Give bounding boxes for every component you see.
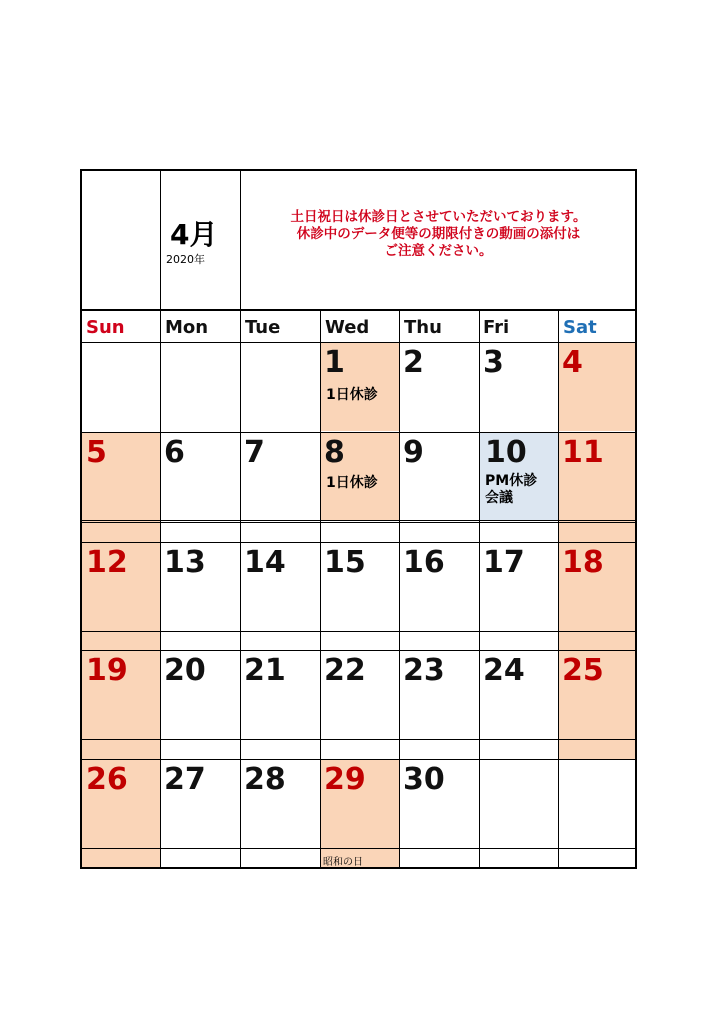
day-cell[interactable] [240,433,320,521]
day-cell[interactable] [399,543,478,631]
weekday-sat: Sat [559,311,635,343]
year-label: 2020年 [166,253,205,266]
grid-line [82,739,635,740]
day-cell[interactable] [558,543,635,631]
day-number: 26 [86,762,128,797]
day-number: 25 [562,653,604,688]
header-divider [240,171,241,309]
day-number: 3 [483,345,504,380]
day-number: 21 [244,653,286,688]
header-divider [160,171,161,309]
notice-text [242,209,635,260]
day-cell[interactable] [160,760,240,848]
day-cell[interactable] [82,651,160,739]
day-cell[interactable] [399,651,478,739]
day-cell[interactable] [479,543,558,631]
day-number: 8 [324,435,345,470]
day-cell[interactable] [399,343,478,431]
day-number: 30 [403,762,445,797]
day-number: 7 [244,435,265,470]
day-cell[interactable] [82,433,160,521]
day-cell[interactable] [320,543,399,631]
day-cell[interactable] [240,651,320,739]
grid-line [82,848,635,849]
day-cell[interactable] [160,433,240,521]
day-number: 9 [403,435,424,470]
day-cell[interactable] [160,543,240,631]
day-number: 2 [403,345,424,380]
day-note: 1日休診 [326,475,378,491]
day-number: 27 [164,762,206,797]
day-number: 11 [562,435,604,470]
day-number: 22 [324,653,366,688]
day-cell[interactable] [479,651,558,739]
day-cell[interactable] [160,651,240,739]
day-number: 29 [324,762,366,797]
day-cell[interactable] [320,433,399,521]
weekday-thu: Thu [400,311,479,343]
day-number: 18 [562,545,604,580]
day-number: 15 [324,545,366,580]
notice-line-1: 土日祝日は休診日とさせていただいております。 [290,209,587,225]
day-number: 24 [483,653,525,688]
day-cell[interactable] [399,760,478,848]
day-cell[interactable] [82,760,160,848]
day-cell[interactable] [558,343,635,431]
day-cell[interactable] [399,433,478,521]
notice-line-2: 休診中のデータ便等の期限付きの動画の添付は [296,226,581,242]
day-cell[interactable] [320,343,399,431]
day-number: 20 [164,653,206,688]
calendar-header [82,171,635,311]
holiday-name: 昭和の日 [323,857,363,868]
weekday-fri: Fri [479,311,558,343]
day-number: 17 [483,545,525,580]
day-cell[interactable] [240,760,320,848]
day-number: 13 [164,545,206,580]
day-number: 14 [244,545,286,580]
day-cell[interactable] [479,343,558,431]
day-number: 19 [86,653,128,688]
day-number: 4 [562,345,583,380]
month-label: 4月 [170,218,218,251]
day-cell[interactable] [558,651,635,739]
day-cell[interactable] [558,433,635,521]
weekday-wed: Wed [321,311,400,343]
day-note: PM休診 [485,473,538,489]
day-number: 1 [324,345,345,380]
day-cell[interactable] [479,433,558,521]
day-cell[interactable] [240,543,320,631]
weekday-mon: Mon [161,311,240,343]
day-number: 28 [244,762,286,797]
day-cell[interactable] [320,760,399,848]
day-number: 10 [485,435,527,470]
day-number: 12 [86,545,128,580]
day-number: 5 [86,435,107,470]
day-note: 1日休診 [326,387,378,403]
day-cell[interactable] [82,543,160,631]
weekday-tue: Tue [241,311,320,343]
day-number: 6 [164,435,185,470]
notice-line-3: ご注意ください。 [384,243,493,259]
grid-line [82,631,635,632]
day-number: 23 [403,653,445,688]
grid-line [82,522,635,523]
day-number: 16 [403,545,445,580]
day-cell[interactable] [320,651,399,739]
day-note: 会議 [485,490,513,506]
weekday-sun: Sun [82,311,160,343]
calendar [80,169,637,869]
